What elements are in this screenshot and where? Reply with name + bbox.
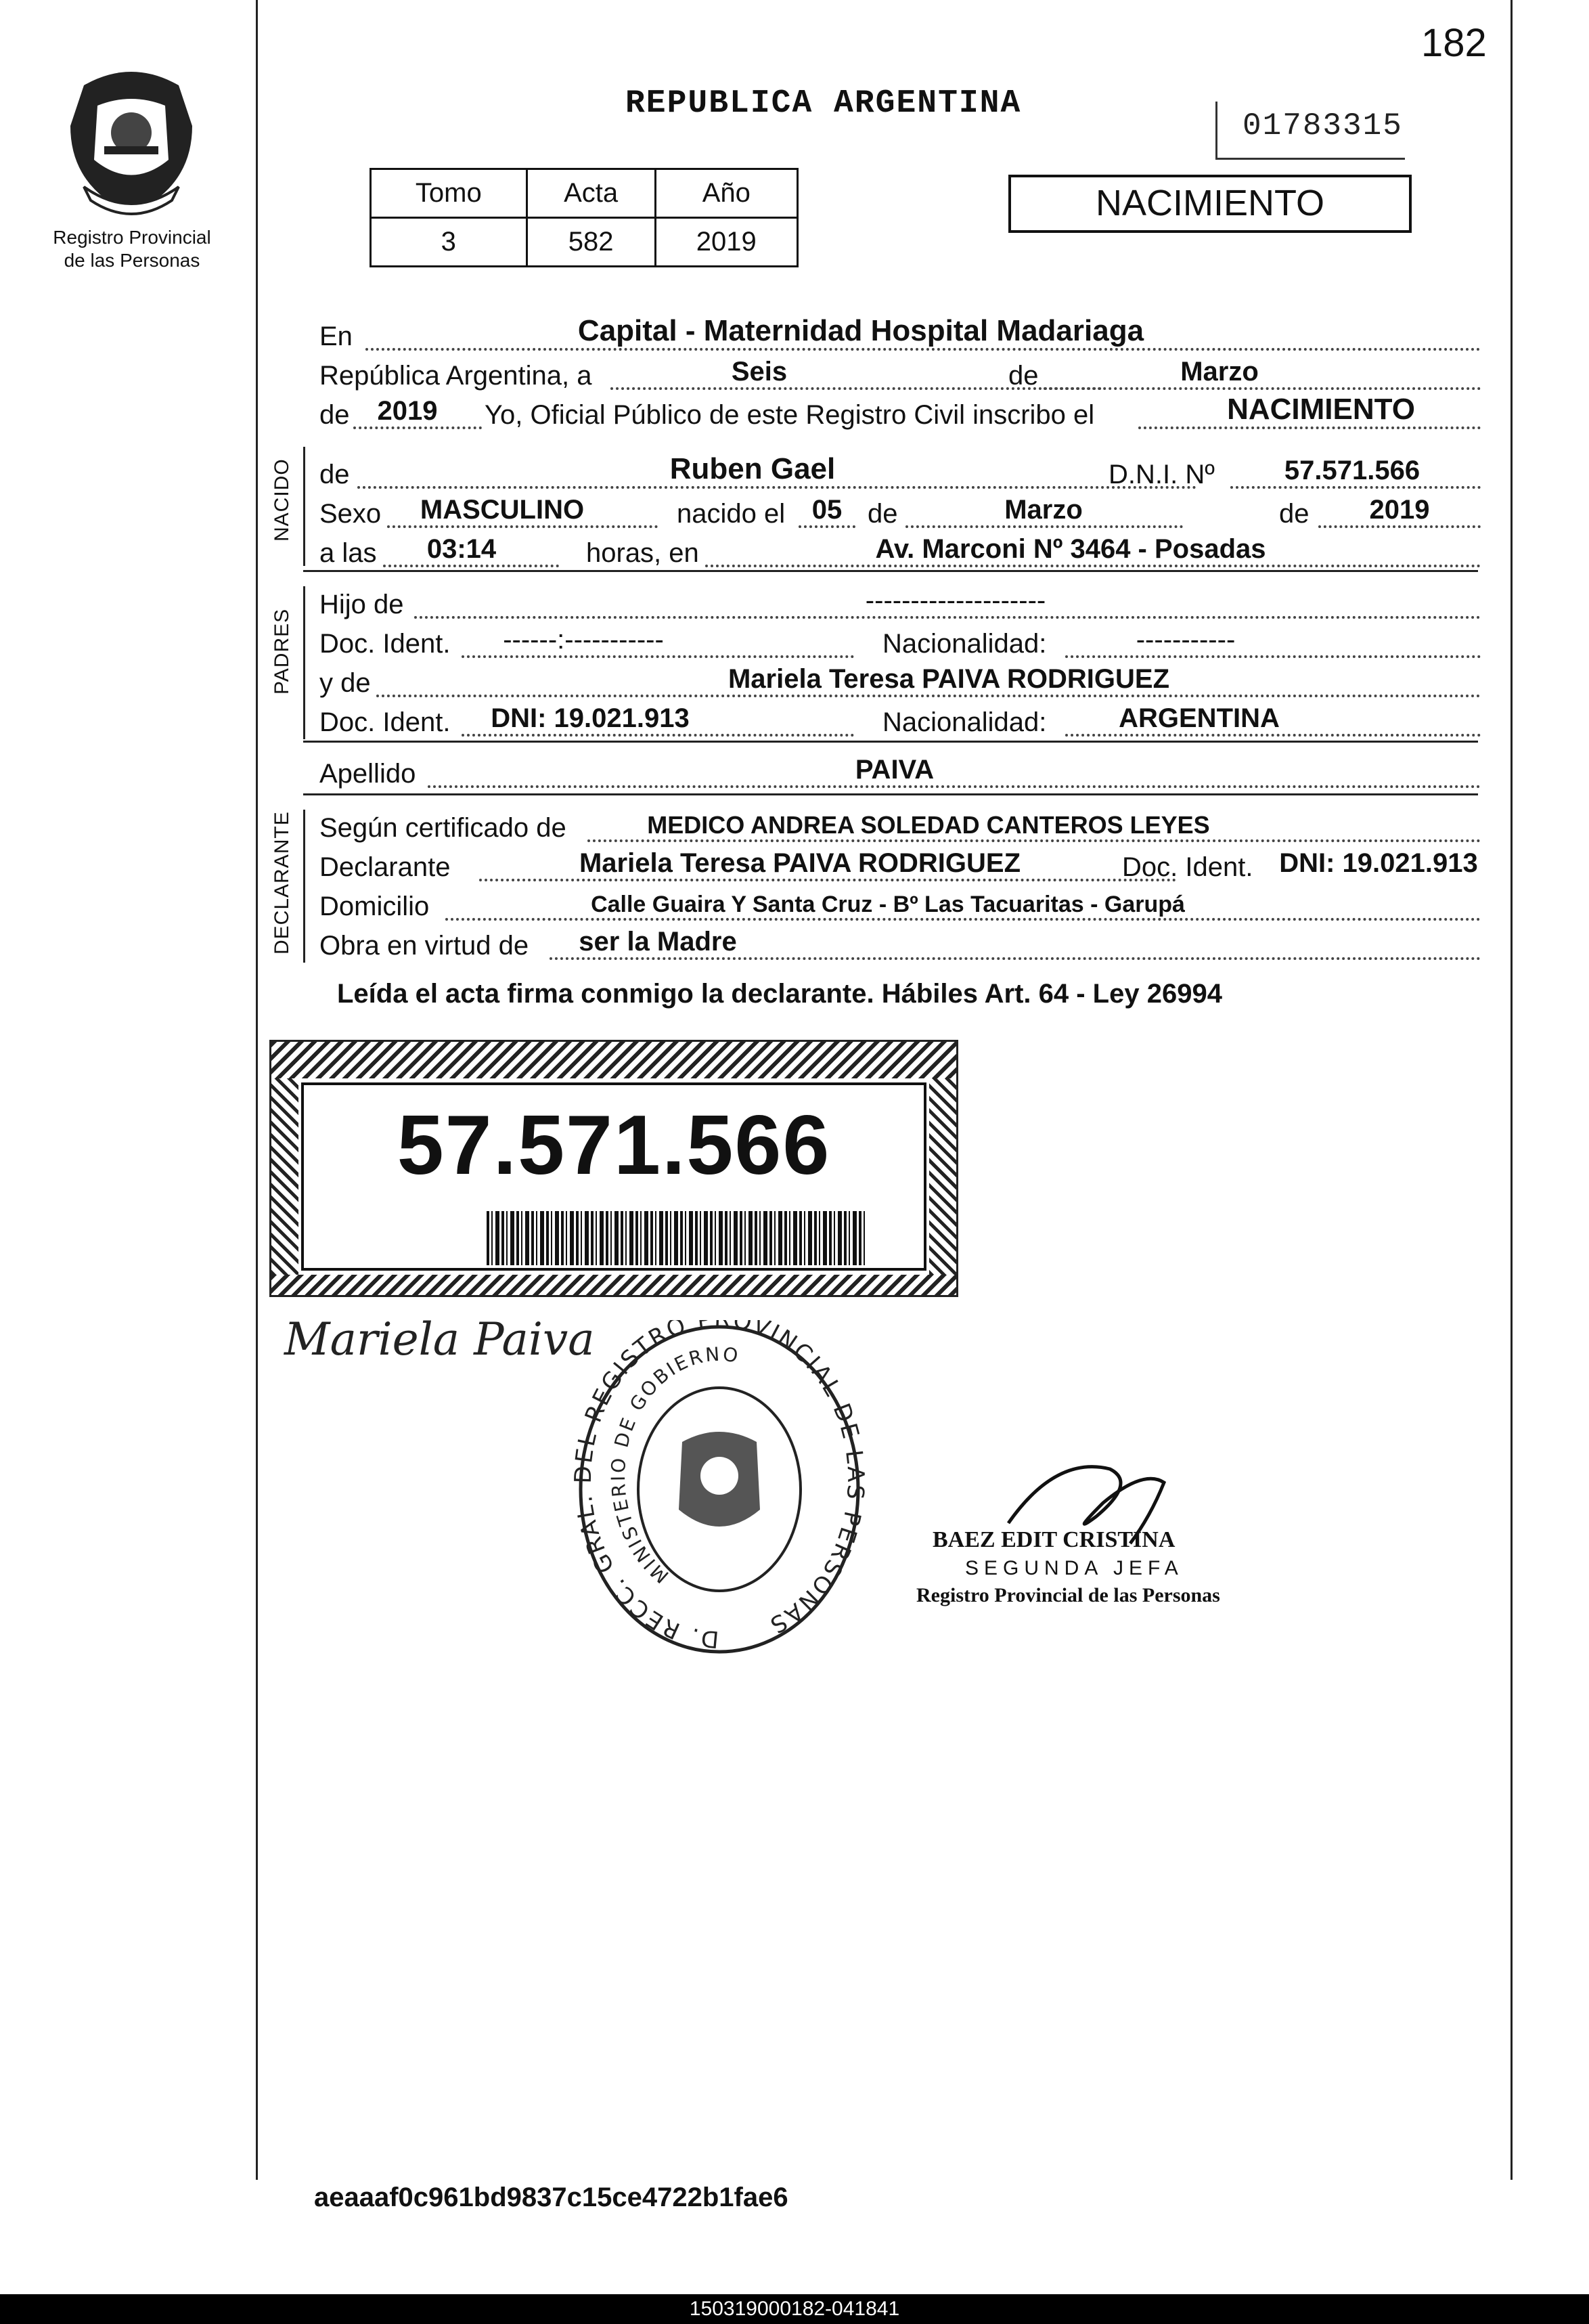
born-year: 2019	[1369, 495, 1430, 525]
father-label: Hijo de	[319, 590, 404, 619]
mother-doc-row	[319, 701, 1481, 741]
sticker-bottom-pattern	[271, 1275, 956, 1295]
birth-time: 03:14	[426, 534, 497, 564]
address-row	[319, 885, 1481, 925]
sticker-inner-box	[301, 1082, 926, 1271]
dni-label: D.N.I. Nº	[1109, 460, 1215, 489]
year-text: Yo, Oficial Público de este Registro Civil inscribo el	[485, 400, 1095, 430]
right-margin-line	[1510, 0, 1513, 2180]
record-type-box: NACIMIENTO	[1008, 175, 1412, 233]
seal-inner-text: MINISTERIO DE GOBIERNO	[606, 1342, 742, 1588]
role-label: Obra en virtud de	[319, 931, 529, 961]
tomo-value: 3	[371, 218, 527, 267]
nacido-dni: 57.571.566	[1284, 456, 1420, 485]
born-month: Marzo	[1004, 495, 1083, 525]
born-de2: de	[1279, 499, 1310, 529]
declarant-signature: Mariela Paiva	[284, 1313, 595, 1365]
mother-doc: DNI: 19.021.913	[491, 703, 690, 733]
legal-note: Leída el acta firma conmigo la declarante. Hábiles Art. 64 - Ley 26994	[337, 979, 1222, 1009]
address-label: Domicilio	[319, 892, 430, 921]
sticker-right-pattern	[929, 1078, 956, 1275]
hours-label: horas, en	[586, 538, 699, 568]
nacido-section-label: NACIDO	[271, 458, 293, 542]
mother-nat-label: Nacionalidad:	[882, 707, 1047, 737]
role-row	[319, 925, 1481, 964]
cert-value: MEDICO ANDREA SOLEDAD CANTEROS LEYES	[647, 811, 1210, 839]
nacido-name-label: de	[319, 460, 350, 489]
role-value: ser la Madre	[579, 927, 737, 957]
official-name: BAEZ EDIT CRISTINA	[933, 1527, 1176, 1552]
father-doc: ------:-----------	[503, 625, 664, 655]
nacido-sex: MASCULINO	[420, 495, 585, 525]
mother-value: Mariela Teresa PAIVA RODRIGUEZ	[728, 664, 1170, 694]
surname-bottom-rule	[303, 793, 1478, 795]
year-label: de	[319, 400, 350, 430]
ano-header: Año	[655, 169, 797, 218]
sex-label: Sexo	[319, 499, 382, 529]
seal-outer-text: D. RECC. GRAL L REGISTRO P OVINCIAL DE PERSONAS	[574, 1320, 865, 1653]
document-hash: aeaaaf0c961bd9837c15ce4722b1fae6	[314, 2183, 788, 2212]
sticker-left-pattern	[271, 1078, 298, 1275]
father-doc-row	[319, 623, 1481, 662]
mother-doc-label: Doc. Ident.	[319, 707, 451, 737]
place-value: Capital - Maternidad Hospital Madariaga	[577, 314, 1144, 347]
surname-value: PAIVA	[855, 755, 935, 785]
declarant-doc: DNI: 19.021.913	[1279, 848, 1478, 878]
barcode-icon	[487, 1211, 866, 1265]
declarante-section-label: DECLARANTE	[271, 811, 293, 955]
registry-label: Registro Provincial de las Personas	[53, 227, 211, 271]
mother-nat: ARGENTINA	[1119, 703, 1280, 733]
cert-label: Según certificado de	[319, 813, 566, 843]
mother-row	[319, 662, 1481, 701]
born-day: 05	[811, 495, 843, 525]
date-month: Marzo	[1180, 357, 1259, 387]
year-value: 2019	[377, 396, 438, 426]
time-label: a las	[319, 538, 377, 568]
declarant-label: Declarante	[319, 852, 451, 882]
page-number: 182	[1421, 21, 1487, 65]
place-label: En	[319, 322, 353, 351]
nacido-sex-row	[319, 493, 1481, 532]
padres-section-label: PADRES	[271, 608, 293, 695]
born-label: nacido el	[677, 499, 786, 529]
declarante-section-bar	[303, 810, 305, 963]
date-row	[319, 355, 1481, 394]
surname-label: Apellido	[319, 759, 416, 789]
padres-bottom-rule	[303, 741, 1478, 743]
tomo-header: Tomo	[371, 169, 527, 218]
date-day: Seis	[731, 357, 788, 387]
nacido-name-row	[319, 454, 1481, 493]
official-role: SEGUNDA JEFA	[965, 1557, 1184, 1579]
tomo-acta-ano-table	[370, 168, 799, 267]
sticker-top-pattern	[271, 1042, 956, 1078]
year-row	[319, 394, 1481, 433]
declarant-value: Mariela Teresa PAIVA RODRIGUEZ	[579, 848, 1021, 878]
father-nat-label: Nacionalidad:	[882, 629, 1047, 659]
date-mid-label: de	[1008, 361, 1039, 391]
serial-number: 01783315	[1243, 108, 1403, 144]
act-value: NACIMIENTO	[1227, 393, 1415, 426]
left-margin-line	[256, 0, 258, 2180]
cert-row	[319, 807, 1481, 846]
address-value: Calle Guaira Y Santa Cruz - Bº Las Tacuaritas - Garupá	[591, 892, 1185, 917]
nacido-name: Ruben Gael	[669, 452, 836, 485]
father-nat: -----------	[1136, 625, 1236, 655]
registry-seal-icon	[574, 1320, 865, 1659]
ano-value: 2019	[655, 218, 797, 267]
dni-sticker	[269, 1040, 958, 1297]
provincia-emblem-icon	[57, 65, 206, 221]
father-value: --------------------	[865, 586, 1046, 615]
birth-address: Av. Marconi Nº 3464 - Posadas	[875, 534, 1266, 564]
born-de1: de	[868, 499, 898, 529]
declarant-row	[319, 846, 1481, 885]
acta-header: Acta	[527, 169, 655, 218]
sticker-dni-number: 57.571.566	[397, 1099, 831, 1192]
nacido-bottom-rule	[303, 570, 1478, 572]
document-title: REPUBLICA ARGENTINA	[625, 85, 1022, 122]
footer-barcode-id: 150319000182-041841	[0, 2294, 1589, 2324]
nacido-section-bar	[303, 447, 305, 566]
place-row	[319, 315, 1481, 355]
mother-label: y de	[319, 668, 371, 698]
declarant-doc-label: Doc. Ident.	[1122, 852, 1253, 882]
padres-section-bar	[303, 586, 305, 739]
date-label: República Argentina, a	[319, 361, 592, 391]
father-doc-label: Doc. Ident.	[319, 629, 451, 659]
nacido-time-row	[319, 532, 1481, 571]
acta-value: 582	[527, 218, 655, 267]
surname-row	[319, 753, 1481, 792]
father-row	[319, 584, 1481, 623]
official-organization: Registro Provincial de las Personas	[916, 1584, 1220, 1606]
